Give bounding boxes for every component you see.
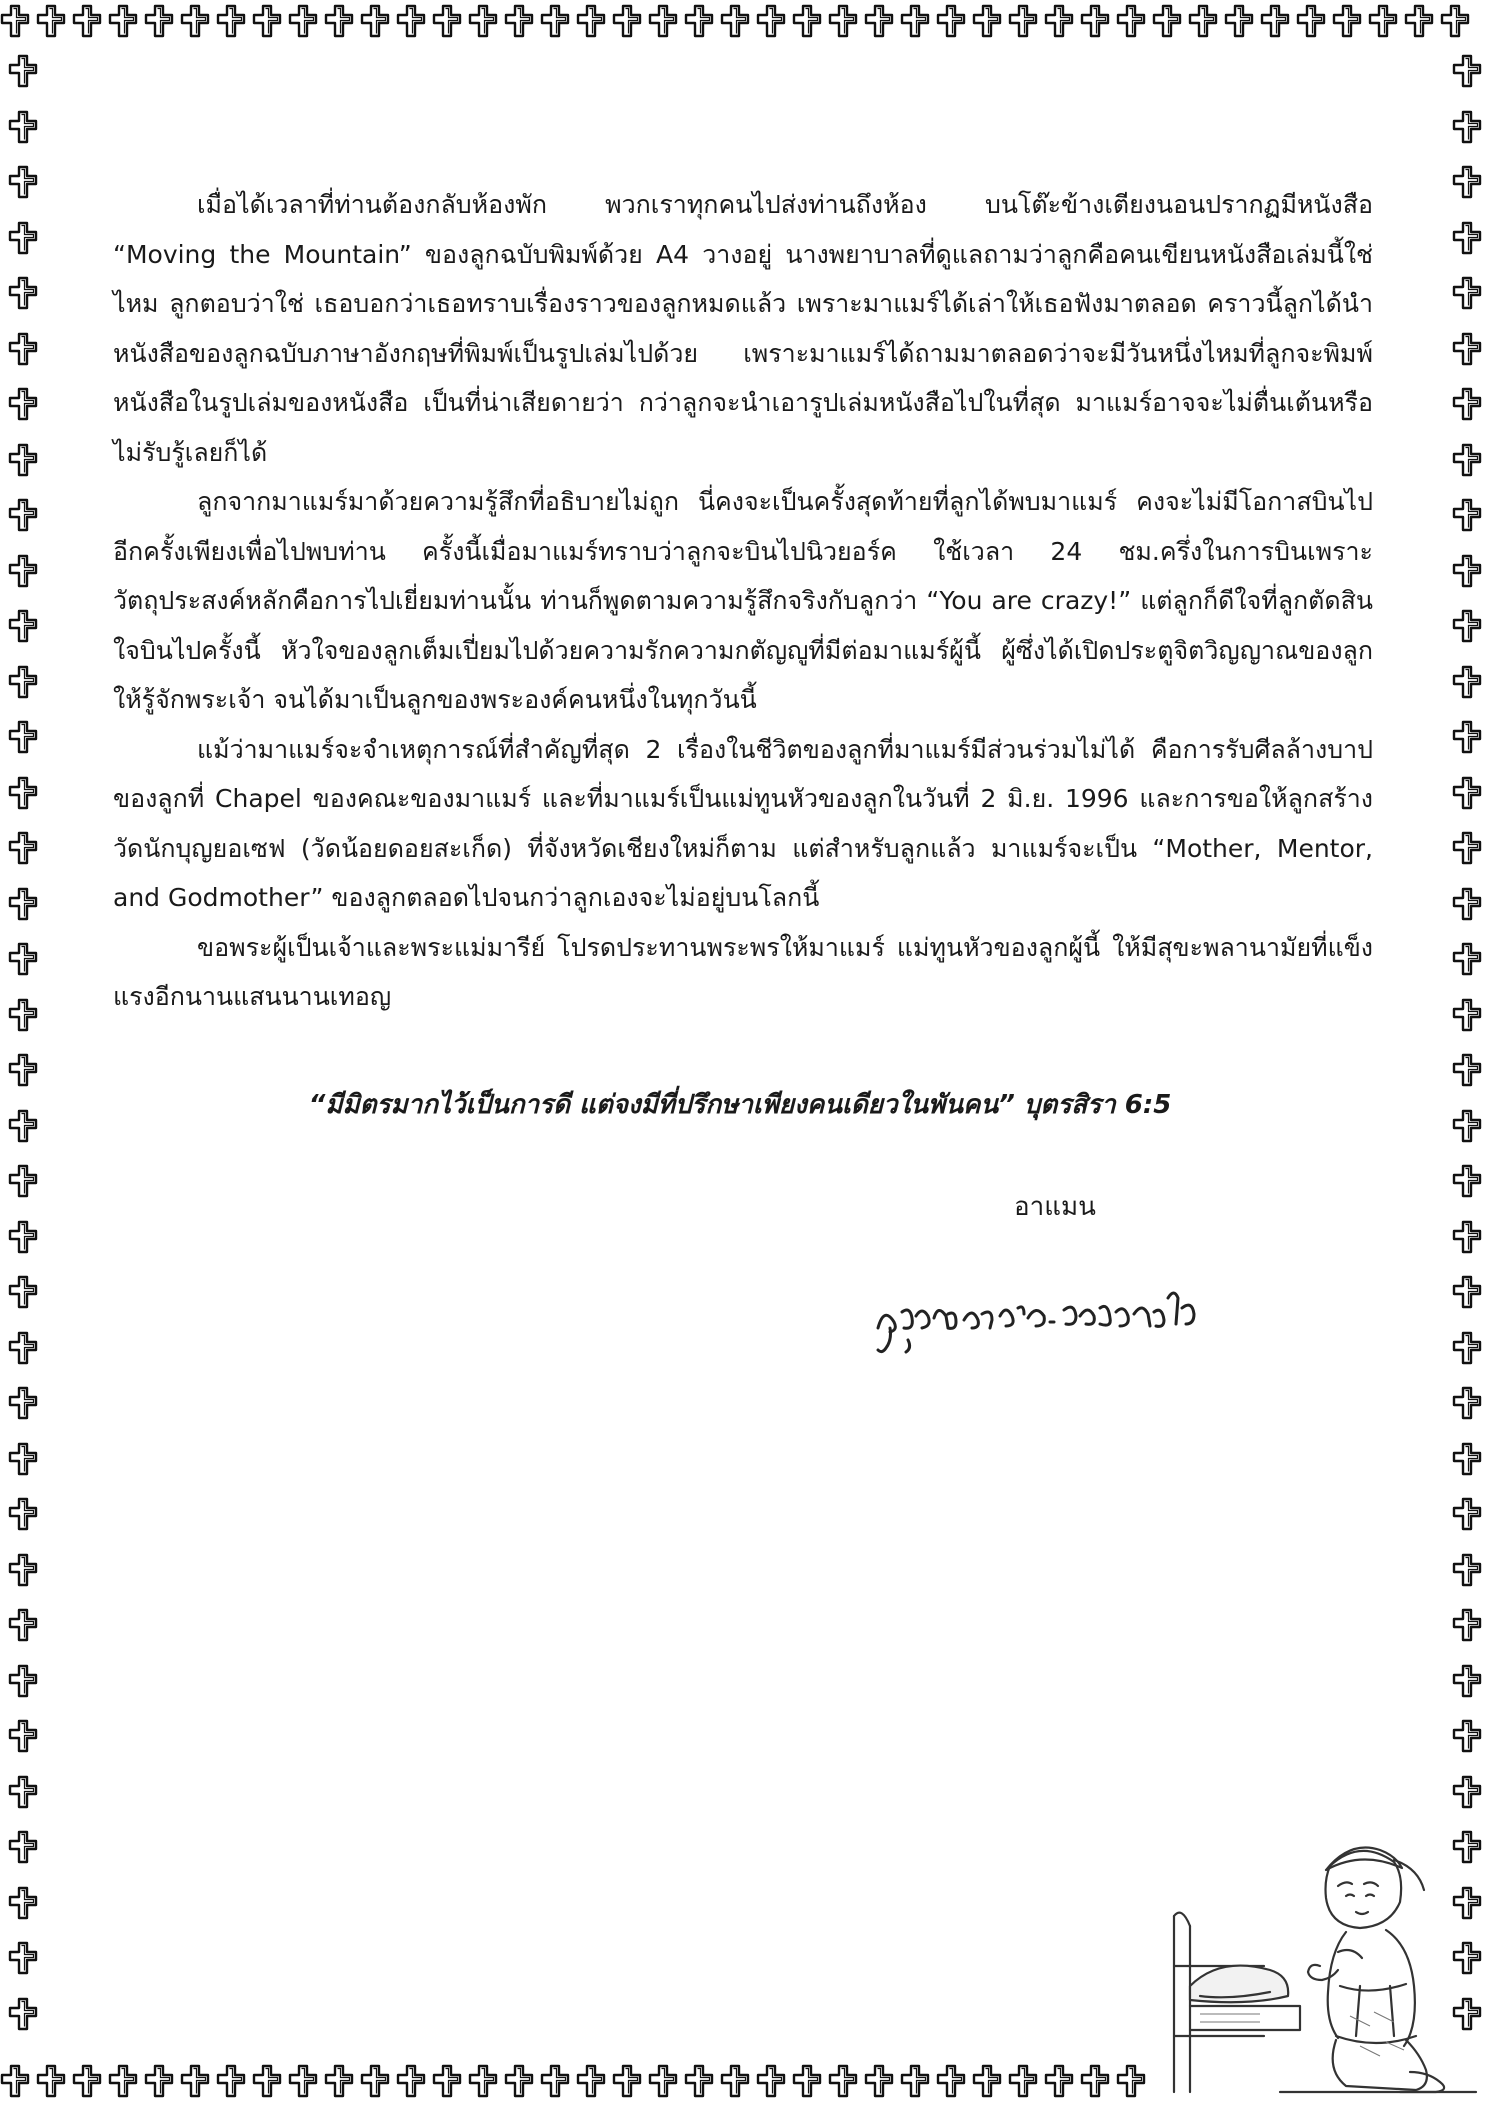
latin-cross-icon: [180, 4, 210, 38]
latin-cross-icon: [1452, 110, 1482, 144]
latin-cross-icon: [576, 2064, 606, 2098]
letter-body: [113, 180, 1373, 1022]
latin-cross-icon: [756, 2064, 786, 2098]
latin-cross-icon: [1260, 4, 1290, 38]
paragraph-3: แม้ว่ามาแมร์จะจำเหตุการณ์ที่สำคัญที่สุด 2 เรื่องในชีวิตของลูกที่มาแมร์มีส่วนร่วมไม่ได้ คือการรับศีลล้างบาปของลูกที่ Chapel ของคณะของมาแมร์ และที่มาแมร์เป็นแม่ทูนหัวของลูกในวันที่ 2 มิ.ย. 1996 และการขอให้ลูกสร้างวัดนักบุญยอเซฟ (วัดน้อยดอยสะเก็ด) ที่จังหวัดเชียงใหม่ก็ตาม แต่สำหรับลูกแล้ว มาแมร์จะเป็น “Mother, Mentor, and Godmother” ของลูกตลอดไปจนกว่าลูกเองจะไม่อยู่บนโลกนี้: [113, 734, 1373, 912]
latin-cross-icon: [360, 4, 390, 38]
latin-cross-icon: [936, 2064, 966, 2098]
latin-cross-icon: [1452, 498, 1482, 532]
latin-cross-icon: [1404, 4, 1434, 38]
latin-cross-icon: [1080, 2064, 1110, 2098]
latin-cross-icon: [1452, 1719, 1482, 1753]
latin-cross-icon: [8, 720, 38, 754]
latin-cross-icon: [1452, 1608, 1482, 1642]
latin-cross-icon: [8, 1164, 38, 1198]
praying-child-illustration: [1160, 1836, 1480, 2096]
latin-cross-icon: [72, 2064, 102, 2098]
latin-cross-icon: [8, 1386, 38, 1420]
latin-cross-icon: [8, 1775, 38, 1809]
latin-cross-icon: [8, 1608, 38, 1642]
latin-cross-icon: [1332, 4, 1362, 38]
latin-cross-icon: [1452, 221, 1482, 255]
latin-cross-icon: [1296, 4, 1326, 38]
latin-cross-icon: [108, 4, 138, 38]
latin-cross-icon: [684, 2064, 714, 2098]
latin-cross-icon: [684, 4, 714, 38]
latin-cross-icon: [792, 2064, 822, 2098]
paragraph-1: เมื่อได้เวลาที่ท่านต้องกลับห้องพัก พวกเราทุกคนไปส่งท่านถึงห้อง บนโต๊ะข้างเตียงนอนปรากฏมีหนังสือ “Moving the Mountain” ของลูกฉบับพิมพ์ด้วย A4 วางอยู่ นางพยาบาลที่ดูแลถามว่าลูกคือคนเขียนหนังสือเล่มนี้ใช่ไหม ลูกตอบว่าใช่ เธอบอกว่าเธอทราบเรื่องราวของลูกหมดแล้ว เพราะมาแมร์ได้เล่าให้เธอฟังมาตลอด คราวนี้ลูกได้นำหนังสือของลูกฉบับภาษาอังกฤษที่พิมพ์เป็นรูปเล่มไปด้วย เพราะมาแมร์ได้ถามมาตลอดว่าจะมีวันหนึ่งไหมที่ลูกจะพิมพ์หนังสือในรูปเล่มของหนังสือ เป็นที่น่าเสียดายว่า กว่าลูกจะนำเอารูปเล่มหนังสือไปในที่สุด มาแมร์อาจจะไม่ตื่นเต้นหรือไม่รับรู้เลยก็ได้: [113, 190, 1373, 467]
latin-cross-icon: [1452, 165, 1482, 199]
latin-cross-icon: [8, 1220, 38, 1254]
latin-cross-icon: [1452, 443, 1482, 477]
latin-cross-icon: [108, 2064, 138, 2098]
latin-cross-icon: [8, 54, 38, 88]
latin-cross-icon: [1452, 1664, 1482, 1698]
latin-cross-icon: [612, 2064, 642, 2098]
latin-cross-icon: [252, 4, 282, 38]
latin-cross-icon: [1452, 1386, 1482, 1420]
latin-cross-icon: [1116, 4, 1146, 38]
latin-cross-icon: [612, 4, 642, 38]
latin-cross-icon: [8, 1830, 38, 1864]
latin-cross-icon: [324, 4, 354, 38]
latin-cross-icon: [8, 276, 38, 310]
latin-cross-icon: [864, 2064, 894, 2098]
latin-cross-icon: [468, 2064, 498, 2098]
latin-cross-icon: [8, 387, 38, 421]
latin-cross-icon: [1452, 1109, 1482, 1143]
latin-cross-icon: [936, 4, 966, 38]
latin-cross-icon: [288, 4, 318, 38]
latin-cross-icon: [972, 2064, 1002, 2098]
latin-cross-icon: [8, 776, 38, 810]
latin-cross-icon: [8, 831, 38, 865]
latin-cross-icon: [720, 4, 750, 38]
latin-cross-icon: [504, 2064, 534, 2098]
latin-cross-icon: [1152, 4, 1182, 38]
latin-cross-icon: [8, 1275, 38, 1309]
latin-cross-icon: [8, 1553, 38, 1587]
latin-cross-icon: [144, 2064, 174, 2098]
handwritten-signature: [868, 1268, 1228, 1358]
latin-cross-icon: [720, 2064, 750, 2098]
latin-cross-icon: [828, 4, 858, 38]
latin-cross-icon: [1452, 276, 1482, 310]
latin-cross-icon: [396, 2064, 426, 2098]
latin-cross-icon: [8, 1109, 38, 1143]
latin-cross-icon: [8, 443, 38, 477]
latin-cross-icon: [1044, 4, 1074, 38]
latin-cross-icon: [648, 2064, 678, 2098]
latin-cross-icon: [1452, 1220, 1482, 1254]
latin-cross-icon: [1452, 1164, 1482, 1198]
latin-cross-icon: [8, 1053, 38, 1087]
latin-cross-icon: [1452, 332, 1482, 366]
latin-cross-icon: [504, 4, 534, 38]
latin-cross-icon: [1452, 720, 1482, 754]
latin-cross-icon: [1452, 1053, 1482, 1087]
paragraph-2: ลูกจากมาแมร์มาด้วยความรู้สึกที่อธิบายไม่ถูก นี่คงจะเป็นครั้งสุดท้ายที่ลูกได้พบมาแมร์ คงจะไม่มีโอกาสบินไปอีกครั้งเพียงเพื่อไปพบท่าน ครั้งนี้เมื่อมาแมร์ทราบว่าลูกจะบินไปนิวยอร์ค ใช้เวลา 24 ชม.ครึ่งในการบินเพราะวัตถุประสงค์หลักคือการไปเยี่ยมท่านนั้น ท่านก็พูดตามความรู้สึกจริงกับลูกว่า “You are crazy!” แต่ลูกก็ดีใจที่ลูกตัดสินใจบินไปครั้งนี้ หัวใจของลูกเต็มเปี่ยมไปด้วยความรักความกตัญญูที่มีต่อมาแมร์ผู้นี้ ผู้ซึ่งได้เปิดประตูจิตวิญญาณของลูกให้รู้จักพระเจ้า จนได้มาเป็นลูกของพระองค์คนหนึ่งในทุกวันนี้: [113, 487, 1373, 714]
top-cross-border: [0, 4, 1488, 44]
latin-cross-icon: [1452, 1553, 1482, 1587]
latin-cross-icon: [324, 2064, 354, 2098]
left-cross-border: [8, 54, 48, 2052]
latin-cross-icon: [8, 942, 38, 976]
latin-cross-icon: [1452, 942, 1482, 976]
latin-cross-icon: [8, 110, 38, 144]
latin-cross-icon: [828, 2064, 858, 2098]
latin-cross-icon: [8, 665, 38, 699]
latin-cross-icon: [8, 609, 38, 643]
latin-cross-icon: [468, 4, 498, 38]
latin-cross-icon: [432, 2064, 462, 2098]
latin-cross-icon: [8, 221, 38, 255]
latin-cross-icon: [1224, 4, 1254, 38]
latin-cross-icon: [288, 2064, 318, 2098]
latin-cross-icon: [72, 4, 102, 38]
latin-cross-icon: [1452, 1275, 1482, 1309]
latin-cross-icon: [1452, 887, 1482, 921]
latin-cross-icon: [792, 4, 822, 38]
latin-cross-icon: [1452, 54, 1482, 88]
latin-cross-icon: [576, 4, 606, 38]
latin-cross-icon: [8, 1442, 38, 1476]
latin-cross-icon: [0, 4, 30, 38]
latin-cross-icon: [756, 4, 786, 38]
latin-cross-icon: [432, 4, 462, 38]
latin-cross-icon: [864, 4, 894, 38]
latin-cross-icon: [252, 2064, 282, 2098]
latin-cross-icon: [8, 1997, 38, 2031]
latin-cross-icon: [1452, 1775, 1482, 1809]
latin-cross-icon: [8, 165, 38, 199]
latin-cross-icon: [1440, 4, 1470, 38]
latin-cross-icon: [1188, 4, 1218, 38]
latin-cross-icon: [8, 1664, 38, 1698]
latin-cross-icon: [1452, 998, 1482, 1032]
latin-cross-icon: [1452, 665, 1482, 699]
latin-cross-icon: [8, 1331, 38, 1365]
latin-cross-icon: [180, 2064, 210, 2098]
latin-cross-icon: [900, 4, 930, 38]
latin-cross-icon: [648, 4, 678, 38]
latin-cross-icon: [216, 4, 246, 38]
latin-cross-icon: [8, 998, 38, 1032]
paragraph-4: ขอพระผู้เป็นเจ้าและพระแม่มารีย์ โปรดประทานพระพรให้มาแมร์ แม่ทูนหัวของลูกผู้นี้ ให้มีสุขะพลานามัยที่แข็งแรงอีกนานแสนนานเทอญ: [113, 932, 1373, 1011]
latin-cross-icon: [36, 4, 66, 38]
latin-cross-icon: [0, 2064, 30, 2098]
latin-cross-icon: [8, 1497, 38, 1531]
latin-cross-icon: [1044, 2064, 1074, 2098]
latin-cross-icon: [1368, 4, 1398, 38]
latin-cross-icon: [1452, 831, 1482, 865]
latin-cross-icon: [360, 2064, 390, 2098]
latin-cross-icon: [1452, 609, 1482, 643]
latin-cross-icon: [972, 4, 1002, 38]
latin-cross-icon: [216, 2064, 246, 2098]
latin-cross-icon: [8, 554, 38, 588]
scripture-quote: “มีมิตรมากไว้เป็นการดี แต่จงมีที่ปรึกษาเพียงคนเดียวในพันคน” บุตรสิรา 6:5: [308, 1090, 1172, 1120]
latin-cross-icon: [1080, 4, 1110, 38]
latin-cross-icon: [1452, 1497, 1482, 1531]
closing-amen: อาแมน: [1014, 1192, 1096, 1222]
latin-cross-icon: [1116, 2064, 1146, 2098]
latin-cross-icon: [540, 4, 570, 38]
latin-cross-icon: [8, 332, 38, 366]
latin-cross-icon: [540, 2064, 570, 2098]
latin-cross-icon: [8, 1941, 38, 1975]
latin-cross-icon: [1008, 2064, 1038, 2098]
latin-cross-icon: [1452, 387, 1482, 421]
latin-cross-icon: [1452, 776, 1482, 810]
latin-cross-icon: [36, 2064, 66, 2098]
right-cross-border: [1452, 54, 1488, 2052]
latin-cross-icon: [900, 2064, 930, 2098]
latin-cross-icon: [8, 887, 38, 921]
latin-cross-icon: [1452, 1331, 1482, 1365]
latin-cross-icon: [8, 498, 38, 532]
latin-cross-icon: [1008, 4, 1038, 38]
latin-cross-icon: [8, 1886, 38, 1920]
latin-cross-icon: [396, 4, 426, 38]
bottom-cross-border: [0, 2064, 1168, 2104]
latin-cross-icon: [1452, 554, 1482, 588]
latin-cross-icon: [144, 4, 174, 38]
latin-cross-icon: [1452, 1442, 1482, 1476]
latin-cross-icon: [8, 1719, 38, 1753]
